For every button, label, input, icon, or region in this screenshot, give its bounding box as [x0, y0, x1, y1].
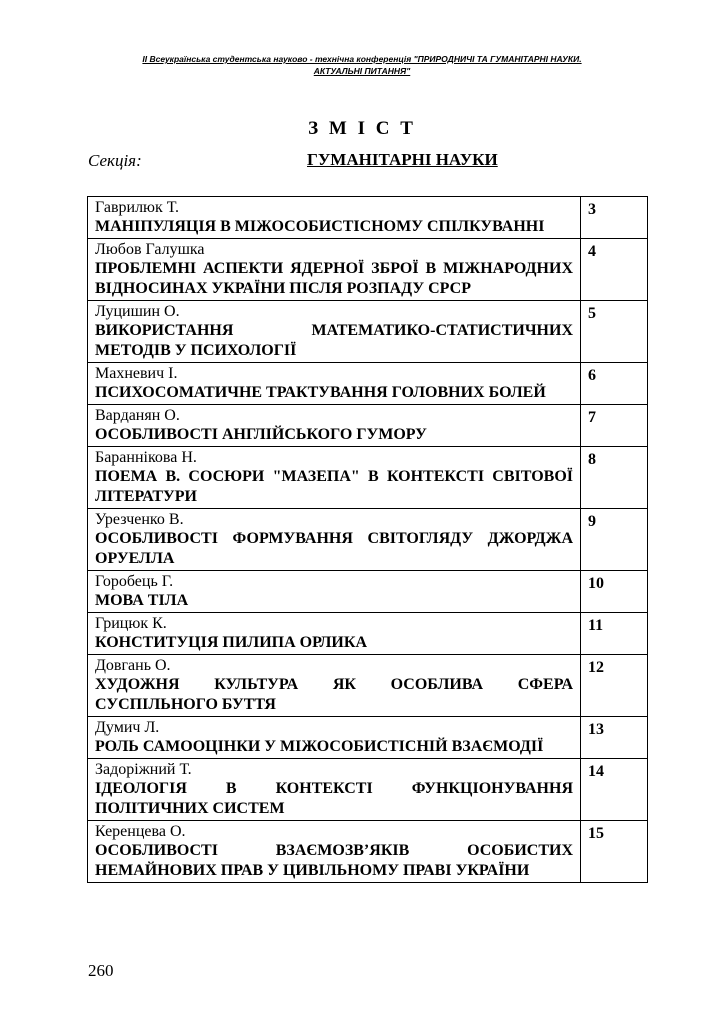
- section-name: ГУМАНІТАРНІ НАУКИ: [307, 150, 498, 169]
- toc-row: [88, 613, 648, 655]
- entry-author: Бараннікова Н.: [95, 449, 197, 466]
- contents-table: [87, 196, 648, 883]
- entry-author: Думич Л.: [95, 719, 160, 736]
- toc-row: [88, 239, 648, 301]
- entry-author: Довгань О.: [95, 657, 171, 674]
- entry-title: КОНСТИТУЦІЯ ПИЛИПА ОРЛИКА: [95, 634, 368, 651]
- toc-row: [88, 301, 648, 363]
- toc-row: [88, 509, 648, 571]
- toc-row: [88, 197, 648, 239]
- entry-page-number: 10: [581, 571, 648, 613]
- entry-page-number: 11: [581, 613, 648, 655]
- toc-row: [88, 405, 648, 447]
- running-header-line-2: АКТУАЛЬНІ ПИТАННЯ": [313, 66, 411, 76]
- entry-page-number: 13: [581, 717, 648, 759]
- entry-author: Махневич І.: [95, 365, 178, 382]
- toc-entry-cell: [88, 301, 581, 363]
- entry-title: ОСОБЛИВОСТІ ФОРМУВАННЯ СВІТОГЛЯДУ ДЖОРДЖА ОРУЕЛЛА: [95, 530, 573, 567]
- entry-page-number: 9: [581, 509, 648, 571]
- entry-page-number: 3: [581, 197, 648, 239]
- toc-row: [88, 447, 648, 509]
- entry-author: Керенцева О.: [95, 823, 186, 840]
- toc-row: [88, 363, 648, 405]
- toc-entry-cell: [88, 759, 581, 821]
- toc-entry-cell: [88, 197, 581, 239]
- entry-title: МОВА ТІЛА: [95, 592, 189, 609]
- toc-entry-cell: [88, 447, 581, 509]
- toc-entry-cell: [88, 613, 581, 655]
- entry-page-number: 15: [581, 821, 648, 883]
- entry-title: ОСОБЛИВОСТІ ВЗАЄМОЗВ’ЯКІВ ОСОБИСТИХ НЕМАЙНОВИХ ПРАВ У ЦИВІЛЬНОМУ ПРАВІ УКРАЇНИ: [95, 842, 573, 879]
- entry-author: Урезченко В.: [95, 511, 184, 528]
- entry-title: ВИКОРИСТАННЯ МАТЕМАТИКО-СТАТИСТИЧНИХ МЕТОДІВ У ПСИХОЛОГІЇ: [95, 322, 573, 359]
- entry-title: ІДЕОЛОГІЯ В КОНТЕКСТІ ФУНКЦІОНУВАННЯ ПОЛІТИЧНИХ СИСТЕМ: [95, 780, 573, 817]
- entry-title: РОЛЬ САМООЦІНКИ У МІЖОСОБИСТІСНІЙ ВЗАЄМОДІЇ: [95, 738, 544, 755]
- entry-page-number: 5: [581, 301, 648, 363]
- toc-row: [88, 821, 648, 883]
- entry-author: Любов Галушка: [95, 241, 205, 258]
- entry-author: Варданян О.: [95, 407, 180, 424]
- section-label: Секція:: [88, 151, 142, 170]
- toc-row: [88, 571, 648, 613]
- entry-page-number: 7: [581, 405, 648, 447]
- contents-title: З М І С Т: [308, 118, 416, 139]
- entry-title: ПОЕМА В. СОСЮРИ "МАЗЕПА" В КОНТЕКСТІ СВІТОВОЇ ЛІТЕРАТУРИ: [95, 468, 573, 505]
- entry-author: Задоріжний Т.: [95, 761, 192, 778]
- entry-page-number: 14: [581, 759, 648, 821]
- entry-page-number: 8: [581, 447, 648, 509]
- entry-title: ОСОБЛИВОСТІ АНГЛІЙСЬКОГО ГУМОРУ: [95, 426, 427, 443]
- entry-title: ПСИХОСОМАТИЧНЕ ТРАКТУВАННЯ ГОЛОВНИХ БОЛЕЙ: [95, 384, 546, 401]
- running-header-line-1: ІІ Всеукраїнська студентська науково - технічна конференція "ПРИРОДНИЧІ ТА ГУМАНІТАРНІ НАУКИ.: [142, 54, 582, 64]
- page-number: 260: [88, 961, 114, 980]
- entry-author: Луцишин О.: [95, 303, 180, 320]
- entry-page-number: 12: [581, 655, 648, 717]
- toc-entry-cell: [88, 717, 581, 759]
- toc-entry-cell: [88, 821, 581, 883]
- toc-entry-cell: [88, 239, 581, 301]
- toc-entry-cell: [88, 509, 581, 571]
- toc-entry-cell: [88, 571, 581, 613]
- toc-entry-cell: [88, 405, 581, 447]
- entry-title: ХУДОЖНЯ КУЛЬТУРА ЯК ОСОБЛИВА СФЕРА СУСПІЛЬНОГО БУТТЯ: [95, 676, 573, 713]
- entry-author: Гаврилюк Т.: [95, 199, 179, 216]
- entry-title: ПРОБЛЕМНІ АСПЕКТИ ЯДЕРНОЇ ЗБРОЇ В МІЖНАРОДНИХ ВІДНОСИНАХ УКРАЇНИ ПІСЛЯ РОЗПАДУ СРСР: [95, 260, 573, 297]
- entry-page-number: 4: [581, 239, 648, 301]
- toc-row: [88, 655, 648, 717]
- toc-row: [88, 717, 648, 759]
- entry-author: Горобець Г.: [95, 573, 174, 590]
- entry-author: Грицюк К.: [95, 615, 167, 632]
- toc-entry-cell: [88, 363, 581, 405]
- toc-entry-cell: [88, 655, 581, 717]
- entry-title: МАНІПУЛЯЦІЯ В МІЖОСОБИСТІСНОМУ СПІЛКУВАННІ: [95, 218, 545, 235]
- running-header: [0, 53, 724, 77]
- entry-page-number: 6: [581, 363, 648, 405]
- toc-row: [88, 759, 648, 821]
